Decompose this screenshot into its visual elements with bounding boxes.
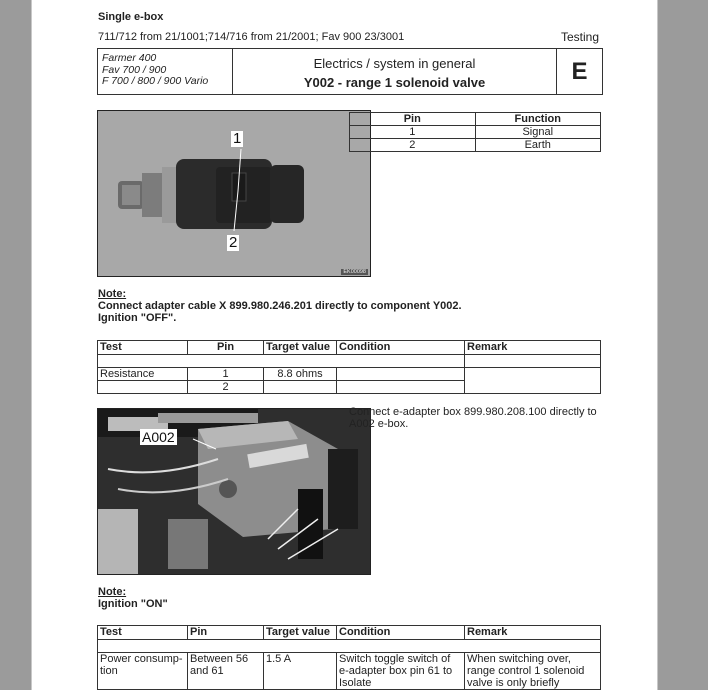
condition-cell (337, 381, 465, 394)
section-title: Single e-box (98, 11, 164, 23)
note-ignition-on (98, 586, 168, 610)
note-label: Note: (98, 586, 127, 598)
table-row (350, 126, 601, 139)
adapter-instruction: Connect e-adapter box 899.980.208.100 directly to A002 e-box. (349, 406, 597, 430)
table-row (98, 653, 601, 690)
component-title: Y002 - range 1 solenoid valve (303, 75, 486, 90)
title-center (233, 49, 557, 94)
function-cell: Earth (475, 139, 601, 152)
spacer-cell (465, 355, 601, 368)
e-box-illustration (98, 409, 370, 574)
model-item: F 700 / 800 / 900 Vario (102, 75, 209, 87)
condition-cell (337, 368, 465, 381)
note-text: Ignition "ON" (98, 598, 168, 610)
col-header-pin: Pin (188, 626, 264, 640)
col-header-pin: Pin (188, 341, 264, 355)
document-page (32, 0, 657, 690)
title-block (97, 48, 603, 95)
col-header-condition: Condition (337, 626, 465, 640)
note-ignition-off (98, 288, 462, 324)
note-text: Ignition "OFF". (98, 312, 177, 324)
models-list (98, 49, 233, 94)
table-row (98, 368, 601, 381)
function-cell: Signal (475, 126, 601, 139)
models-serial-line: 711/712 from 21/1001;714/716 from 21/2001; Fav 900 23/3001 (98, 31, 405, 43)
pin-cell: 2 (350, 139, 476, 152)
callout-2: 2 (229, 234, 238, 251)
condition-cell: Switch toggle switch of e-adapter box pin 61 to Isolate (337, 653, 465, 690)
remark-cell (465, 368, 601, 394)
topic-title: Electrics / system in general (313, 56, 476, 71)
col-header-function: Function (475, 113, 601, 126)
pin-cell: 2 (188, 381, 264, 394)
spacer-row (98, 640, 601, 653)
note-label: Note: (98, 288, 127, 300)
model-item: Farmer 400 (102, 52, 157, 64)
table-row (350, 139, 601, 152)
pin-cell: Between 56 and 61 (188, 653, 264, 690)
test-cell: Power consump-tion (98, 653, 188, 690)
col-header-condition: Condition (337, 341, 465, 355)
col-header-test: Test (98, 341, 188, 355)
pin-function-table (349, 112, 601, 152)
pin-cell: 1 (188, 368, 264, 381)
col-header-test: Test (98, 626, 188, 640)
image-code: EK00098 (343, 269, 366, 275)
callout-1: 1 (233, 130, 242, 147)
target-value-cell (264, 381, 337, 394)
section-letter: E (571, 57, 588, 85)
note-text: Connect adapter cable X 899.980.246.201 directly to component Y002. (98, 300, 462, 312)
test-cell: Resistance (98, 368, 188, 381)
pin-cell: 1 (350, 126, 476, 139)
col-header-target-value: Target value (264, 626, 337, 640)
target-value-cell: 8.8 ohms (264, 368, 337, 381)
power-test-table (97, 625, 601, 690)
resistance-test-table (97, 340, 601, 394)
model-item: Fav 700 / 900 (102, 63, 167, 76)
callout-a002: A002 (142, 429, 175, 445)
category-label: Testing (560, 30, 599, 44)
test-cell (98, 381, 188, 394)
solenoid-valve-photo (97, 110, 371, 277)
remark-cell: When switching over, range control 1 solenoid valve is only briefly (465, 653, 601, 690)
col-header-remark: Remark (465, 626, 601, 640)
col-header-target-value: Target value (264, 341, 337, 355)
col-header-remark: Remark (465, 341, 601, 355)
spacer-row (98, 355, 465, 368)
target-value-cell: 1.5 A (264, 653, 337, 690)
e-box-photo (97, 408, 371, 575)
col-header-pin: Pin (350, 113, 476, 126)
